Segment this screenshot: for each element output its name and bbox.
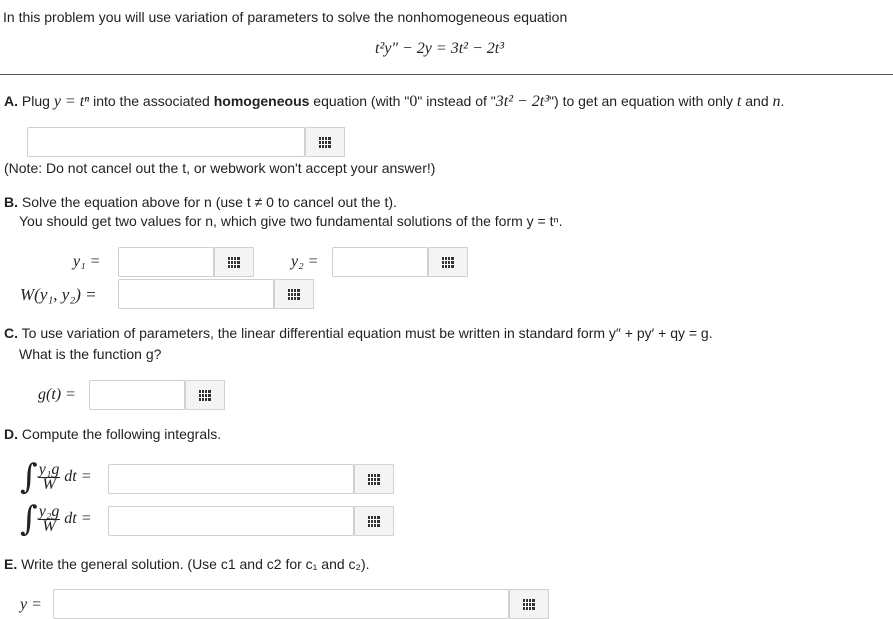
integral-1-expression: ∫ $\frac{\text{y₁g}}{W}$ dt =	[20, 457, 92, 497]
y2-input[interactable]	[332, 247, 428, 277]
part-e-label: E.	[4, 556, 18, 572]
part-c-line1: C. To use variation of parameters, the linear differential equation must be written in standard form y″ + py′ + qy = g.	[4, 325, 713, 341]
part-b-line1: B. Solve the equation above for n (use t ≠ 0 to cancel out the t).	[4, 194, 397, 210]
part-a-prompt: A. Plug y = tⁿ into the associated homogeneous equation (with "0" instead of "3t² − 2t³") to get an equation with only t and n.	[4, 93, 785, 110]
g-input[interactable]	[89, 380, 185, 410]
wronskian-label: W(y₁, y₂) =	[20, 285, 97, 304]
equation-editor-icon	[319, 137, 331, 148]
equation-editor-icon	[368, 516, 380, 527]
equation-editor-icon	[199, 390, 211, 401]
part-b-line2: You should get two values for n, which give two fundamental solutions of the form y = tⁿ.	[19, 213, 563, 229]
main-equation: t²y″ − 2y = 3t² − 2t³	[375, 40, 504, 57]
y1-label: y₁ =	[73, 253, 101, 270]
integral-1-equation-editor-button[interactable]	[354, 464, 394, 494]
equation-editor-icon	[288, 289, 300, 300]
equation-editor-icon	[228, 257, 240, 268]
g-label: g(t) =	[38, 386, 76, 403]
wronskian-equation-editor-button[interactable]	[274, 279, 314, 309]
part-a-label: A.	[4, 93, 18, 109]
general-solution-equation-editor-button[interactable]	[509, 589, 549, 619]
part-e-line1: E. Write the general solution. (Use c1 and c2 for c₁ and c₂).	[4, 556, 370, 572]
intro-text: In this problem you will use variation of parameters to solve the nonhomogeneous equation	[3, 9, 568, 25]
integral-sign: ∫	[20, 457, 38, 497]
part-a-note: (Note: Do not cancel out the t, or webwork won't accept your answer!)	[4, 160, 436, 176]
general-solution-input[interactable]	[53, 589, 509, 619]
part-c-line2: What is the function g?	[19, 346, 162, 362]
y1-equation-editor-button[interactable]	[214, 247, 254, 277]
integral-1-input[interactable]	[108, 464, 354, 494]
divider	[0, 74, 893, 75]
y1-input[interactable]	[118, 247, 214, 277]
part-a-equation-editor-button[interactable]	[305, 127, 345, 157]
integral-2-input[interactable]	[108, 506, 354, 536]
integral-sign: ∫	[20, 499, 38, 539]
integral-1-fraction: $\frac{\text{y₁g}}{W}$	[38, 460, 60, 493]
integral-2-expression: ∫ $\frac{\text{y₂g}}{W}$ dt =	[20, 499, 92, 539]
part-b-label: B.	[4, 194, 18, 210]
integral-2-equation-editor-button[interactable]	[354, 506, 394, 536]
equation-editor-icon	[368, 474, 380, 485]
part-a-answer-input[interactable]	[27, 127, 305, 157]
g-equation-editor-button[interactable]	[185, 380, 225, 410]
part-d-line1: D. Compute the following integrals.	[4, 426, 222, 442]
part-d-label: D.	[4, 426, 18, 442]
wronskian-input[interactable]	[118, 279, 274, 309]
y2-label: y₂ =	[291, 253, 319, 270]
equation-editor-icon	[523, 599, 535, 610]
y2-equation-editor-button[interactable]	[428, 247, 468, 277]
part-c-label: C.	[4, 325, 18, 341]
equation-editor-icon	[442, 257, 454, 268]
integral-2-fraction: $\frac{\text{y₂g}}{W}$	[38, 502, 60, 535]
general-solution-label: y =	[20, 596, 42, 613]
